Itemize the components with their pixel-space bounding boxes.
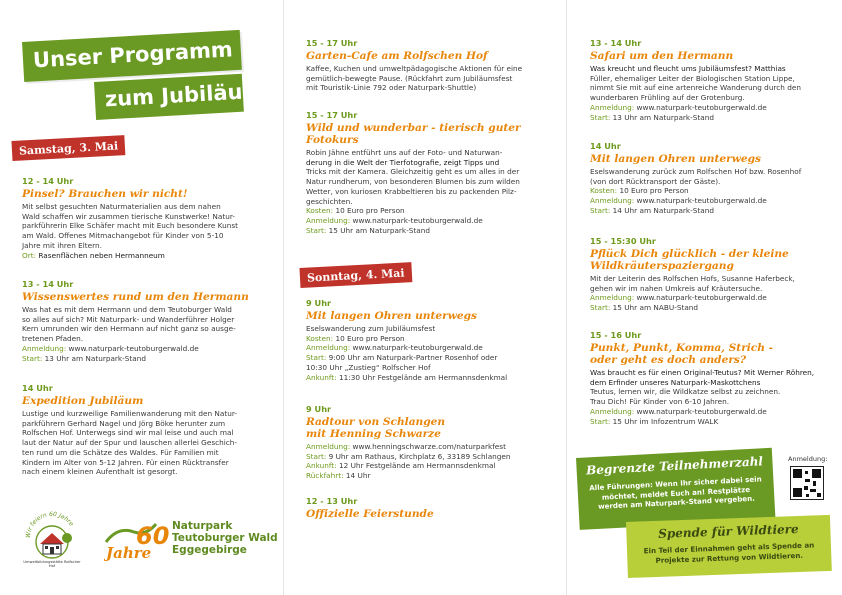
- field-value: 14 Uhr am Naturpark-Stand: [610, 205, 715, 215]
- field-value: www.henningschwarze.com/naturparkfest: [350, 442, 506, 451]
- title-banner-1: [22, 30, 242, 82]
- body-line: wunderbaren Frühling auf der Grotenburg.: [590, 93, 745, 103]
- field-value: www.naturpark-teutoburgerwald.de: [634, 196, 767, 206]
- start-line-2: [306, 363, 554, 373]
- event-time: 13 - 14 Uhr: [590, 38, 642, 48]
- body-line: parkführern Gerhard Nagel und Jörg Böke herunter zum: [22, 418, 226, 428]
- body-line: ten rund um die Schätze des Waldes. Für Familien mit: [22, 447, 219, 457]
- event-1-2: [22, 279, 270, 363]
- body-line: Eselswanderung zum Jubiläumsfest: [306, 324, 436, 333]
- body-line: Rolfschen Hof. Unterwegs sind wir mal leise und auch mal: [22, 428, 234, 438]
- field-value: www.naturpark-teutoburgerwald.de: [634, 406, 767, 416]
- body-line: Mit selbst gesuchten Naturmaterialien aus dem nahen: [22, 202, 221, 211]
- body-line: Was hat es mit dem Hermann und dem Teutoburger Wald: [22, 305, 232, 314]
- event-1-3: [22, 383, 270, 477]
- registration-line: [590, 407, 822, 417]
- body-line: am Wald. Offenes Mitmachangebot für Kinder von 5-10: [22, 231, 224, 241]
- body-line: Lustige und kurzweilige Familienwanderung mit den Natur-: [22, 409, 237, 418]
- body-line: gehen wir im nahen Umkreis auf Kräutersuche.: [590, 283, 763, 293]
- notice-title: Spende für Wildtiere: [657, 521, 799, 541]
- event-body: [22, 305, 270, 363]
- np-line: Naturpark: [172, 520, 233, 532]
- event-body: [22, 409, 270, 477]
- field-value: 15 Uhr im Infozentrum WALK: [610, 416, 719, 426]
- arrival-line: [306, 373, 554, 383]
- jubilee-number: 60: [136, 522, 170, 550]
- start-line: [22, 354, 270, 364]
- notice-body: Ein Teil der Einnahmen geht als Spende an Projekte zur Rettung von Wildtieren.: [643, 540, 815, 565]
- event-title: Garten-Cafe am Rolfschen Hof: [306, 50, 488, 62]
- event-title: Pinsel? Brauchen wir nicht!: [22, 188, 188, 200]
- field-label: Start:: [590, 205, 611, 215]
- registration-line: [590, 103, 822, 113]
- body-line: Kern umrunden wir den Hermann auf nicht ganz so ausge-: [22, 324, 236, 334]
- field-value: 13 Uhr am Naturpark-Stand: [42, 353, 147, 363]
- title-line-2: zum Jubiläum: [104, 78, 265, 112]
- field-value: www.naturpark-teutoburgerwald.de: [634, 102, 767, 112]
- registration-line: [306, 343, 554, 353]
- logo-subtext: Umweltbildungsstätte Rolfscher Hof: [23, 560, 81, 569]
- event-1-1: [22, 176, 270, 260]
- field-value: 10 Euro pro Person: [617, 186, 689, 196]
- jubilee-60-icon: [104, 512, 174, 570]
- start-line: [590, 417, 822, 427]
- day-badge-saturday: Samstag, 3. Mai: [11, 135, 125, 161]
- field-label: Ankunft:: [306, 372, 337, 382]
- cost-line: [306, 206, 554, 216]
- notice-body: Alle Führungen: Wenn Ihr sicher dabei sein möchtet, meldet Euch an! Restplätze werden am Naturpark-Stand vergeben.: [589, 474, 762, 511]
- event-time: 12 - 13 Uhr: [306, 496, 358, 506]
- event-time: 9 Uhr: [306, 404, 332, 414]
- naturpark-name: [172, 520, 278, 556]
- event-2-3: [306, 298, 554, 382]
- field-label: Anmeldung:: [22, 343, 67, 353]
- registration-line: [306, 216, 554, 226]
- registration-line: [22, 344, 270, 354]
- event-time: 14 Uhr: [22, 383, 53, 393]
- body-line: nach einem kleinen Aufenthalt ist gesorgt.: [22, 467, 178, 477]
- body-line: Füller, ehemaliger Leiter der Biologischen Station Lippe,: [590, 73, 795, 83]
- event-3-3: [590, 236, 822, 313]
- arrival-line: [306, 461, 554, 471]
- program-title: [22, 37, 265, 132]
- field-label: Anmeldung:: [306, 343, 351, 353]
- field-value: 9:00 Uhr am Naturpark-Partner Rosenhof oder: [326, 353, 498, 363]
- event-body: [306, 324, 554, 382]
- event-body: [22, 202, 270, 260]
- field-value: 10 Euro pro Person: [333, 333, 405, 343]
- registration-line: [590, 196, 822, 206]
- cost-line: [306, 334, 554, 344]
- event-title: Mit langen Ohren unterwegs: [306, 310, 477, 322]
- event-time: 9 Uhr: [306, 298, 332, 308]
- field-value: www.naturpark-teutoburgerwald.de: [66, 343, 199, 353]
- body-line: mit Touristik-Linie 792 oder Naturpark-Shuttle): [306, 83, 477, 93]
- event-time: 14 Uhr: [590, 141, 621, 151]
- field-label: Anmeldung:: [306, 442, 351, 451]
- event-time: 15 - 16 Uhr: [590, 330, 642, 340]
- registration-line: [590, 293, 822, 303]
- qr-code-icon[interactable]: [790, 466, 824, 500]
- registration-line: [306, 442, 554, 452]
- field-label: Start:: [590, 303, 611, 313]
- rolfscher-hof-logo: [22, 508, 82, 570]
- event-2-4: [306, 404, 554, 481]
- np-line: Teutoburger Wald: [172, 532, 278, 544]
- field-label: Start:: [306, 353, 327, 363]
- field-value: Rasenflächen neben Hermanneum: [36, 250, 165, 260]
- field-label: Kosten:: [306, 333, 334, 343]
- body-line: (von dort Rücktransport der Gäste).: [590, 176, 721, 186]
- body-line: Teutus, lernen wir, die Wildkatze selbst zu zeichnen.: [590, 387, 781, 397]
- field-value: 15 Uhr am NABU-Stand: [610, 303, 699, 313]
- field-value: 12 Uhr Festgelände am Hermannsdenkmal: [336, 461, 496, 471]
- field-value: 13 Uhr am Naturpark-Stand: [610, 112, 715, 122]
- event-title: Safari um den Hermann: [590, 50, 734, 62]
- body-line: Wetter, von kuriosen Krabbeltieren bis zu packenden Pilz-: [306, 186, 517, 196]
- field-label: Anmeldung:: [590, 102, 635, 112]
- field-label: Ankunft:: [306, 461, 337, 471]
- fold-line: [283, 0, 284, 595]
- field-value: 10 Euro pro Person: [333, 206, 405, 216]
- day-badge-sunday: Sonntag, 4. Mai: [299, 262, 412, 288]
- body-line: Kindern im Alter von 5-12 Jahren. Für einen Rücktransfer: [22, 457, 229, 467]
- event-body: [590, 368, 822, 426]
- body-line: Wald schaffen wir zusammen tierische Kunstwerke! Natur-: [22, 211, 235, 221]
- np-line: Eggegebirge: [172, 544, 247, 556]
- body-line: Tricks mit der Kamera. Gleichzeitig geht es um alles in der: [306, 167, 520, 177]
- field-value: 10:30 Uhr „Zustieg“ Rolfscher Hof: [306, 362, 431, 372]
- event-2-5: [306, 496, 554, 520]
- field-label: Rückfahrt:: [306, 471, 344, 481]
- field-label: Anmeldung:: [590, 293, 635, 303]
- body-line: geschichten.: [306, 196, 353, 206]
- start-line: [306, 226, 554, 236]
- field-value: 14 Uhr: [343, 471, 371, 481]
- return-line: [306, 471, 554, 481]
- event-body: [306, 148, 554, 235]
- field-label: Anmeldung:: [306, 215, 351, 225]
- field-label: Kosten:: [306, 206, 334, 216]
- event-time: 15 - 17 Uhr: [306, 38, 358, 48]
- field-label: Anmeldung:: [590, 196, 635, 206]
- event-body: [306, 442, 554, 481]
- field-label: Start:: [22, 353, 43, 363]
- field-value: 15 Uhr am Naturpark-Stand: [326, 225, 431, 235]
- body-line: parkführerin Elke Schäfer macht mit Euch besondere Kunst: [22, 221, 238, 231]
- event-body: [590, 167, 822, 216]
- event-3-1: [590, 38, 822, 122]
- logo-arc-text: Wir feiern 60 Jahre: [24, 510, 75, 539]
- event-title: Wild und wunderbar - tierisch guter Fotokurs: [306, 122, 521, 146]
- body-line: Jahre mit ihren Eltern.: [22, 240, 102, 250]
- body-line: Mit der Leiterin des Rolfschen Hofs, Susanne Haferbeck,: [590, 274, 795, 283]
- field-value: www.naturpark-teutoburgerwald.de: [350, 215, 483, 225]
- field-label: Start:: [590, 112, 611, 122]
- field-label: Ort:: [22, 250, 37, 260]
- event-time: 15 - 15:30 Uhr: [590, 236, 656, 246]
- jubilee-word: Jahre: [106, 544, 152, 562]
- field-value: 9 Uhr am Rathaus, Kirchplatz 6, 33189 Schlangen: [326, 451, 511, 461]
- event-time: 13 - 14 Uhr: [22, 279, 74, 289]
- event-title: Expedition Jubiläum: [22, 395, 144, 407]
- event-body: [590, 64, 822, 122]
- event-body: [590, 274, 822, 313]
- field-value: www.naturpark-teutoburgerwald.de: [350, 343, 483, 353]
- body-line: tretenen Pfaden.: [22, 334, 84, 344]
- event-title: Wissenswertes rund um den Hermann: [22, 291, 249, 303]
- event-3-4: [590, 330, 822, 426]
- event-title: Mit langen Ohren unterwegs: [590, 153, 761, 165]
- body-line: Was braucht es für einen Original-Teutus? Mit Werner Röhren, dem Erfinder unseres Naturpark-Maskottchens: [590, 368, 815, 387]
- body-line: so alles auf sich? Mit Naturpark- und Wanderführer Holger: [22, 314, 235, 324]
- event-time: 15 - 17 Uhr: [306, 110, 358, 120]
- start-line: [306, 353, 554, 363]
- field-label: Start:: [306, 225, 327, 235]
- event-2-1: [306, 38, 554, 93]
- body-line: Kaffee, Kuchen und umweltpädagogische Aktionen für eine: [306, 64, 523, 73]
- event-title: Offizielle Feierstunde: [306, 508, 434, 520]
- body-line: gemütlich-bewegte Pause. (Rückfahrt zum Jubiläumsfest: [306, 73, 513, 83]
- event-time: 12 - 14 Uhr: [22, 176, 74, 186]
- cost-line: [590, 186, 822, 196]
- body-line: Trau Dich! Für Kinder von 6-10 Jahren.: [590, 397, 730, 407]
- title-line-1: Unser Programm: [32, 37, 234, 73]
- qr-label: Anmeldung:: [788, 455, 828, 463]
- field-label: Kosten:: [590, 186, 618, 196]
- title-banner-2: [94, 74, 265, 120]
- field-label: Anmeldung:: [590, 406, 635, 416]
- field-label: Start:: [590, 416, 611, 426]
- body-line: Robin Jähne entführt uns auf der Foto- und Naturwan-: [306, 148, 503, 157]
- event-title: Radtour von Schlangen mit Henning Schwarze: [306, 416, 446, 440]
- start-line: [590, 206, 822, 216]
- location-line: [22, 251, 270, 261]
- start-line: [590, 113, 822, 123]
- fold-line: [566, 0, 567, 595]
- event-3-2: [590, 141, 822, 216]
- notice-donation: [626, 515, 832, 578]
- event-body: [306, 64, 554, 93]
- body-line: laut der Natur auf der Spur und lauschen allerlei Geschich-: [22, 438, 238, 448]
- field-label: Start:: [306, 451, 327, 461]
- body-line: derung in die Welt der Tierfotografie, zeigt Tipps und: [306, 157, 500, 167]
- event-title: Punkt, Punkt, Komma, Strich - oder geht es doch anders?: [590, 342, 774, 366]
- notice-title: Begrenzte Teilnehmerzahl: [585, 454, 764, 478]
- event-title: Pflück Dich glücklich - der kleine Wildkräuterspaziergang: [590, 248, 789, 272]
- field-value: 11:30 Uhr Festgelände am Hermannsdenkmal: [336, 372, 508, 382]
- start-line: [306, 452, 554, 462]
- event-2-2: [306, 110, 554, 235]
- body-line: nimmt Sie mit auf eine artenreiche Wanderung durch den: [590, 83, 801, 93]
- body-line: Eselswanderung zurück zum Rolfschen Hof bzw. Rosenhof: [590, 167, 802, 176]
- body-line: Natur rundherum, von besonderen Blumen bis zum wilden: [306, 177, 520, 187]
- naturpark-logo: [104, 512, 278, 570]
- body-line: Was kreucht und fleucht ums Jubiläumsfest? Matthias: [590, 64, 786, 73]
- start-line: [590, 303, 822, 313]
- field-value: www.naturpark-teutoburgerwald.de: [634, 293, 767, 303]
